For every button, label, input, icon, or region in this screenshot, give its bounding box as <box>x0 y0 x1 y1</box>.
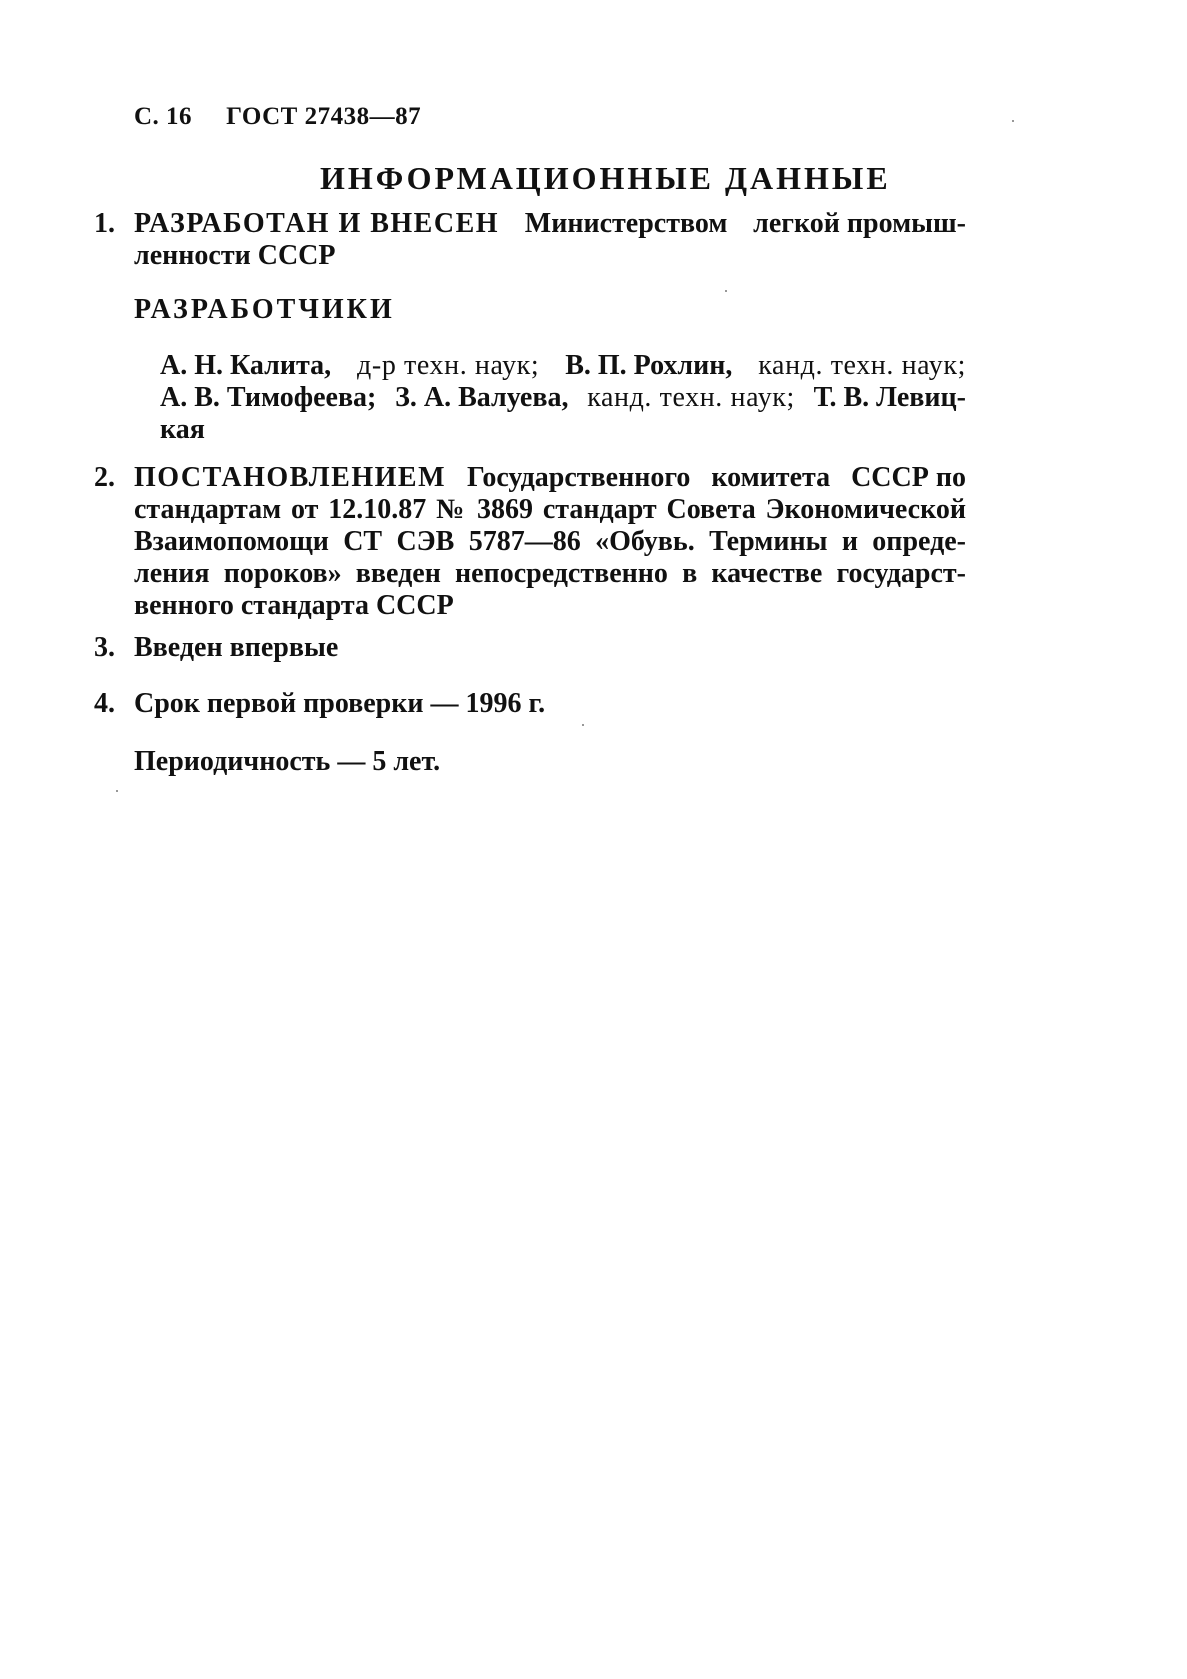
developer-role: д-р техн. наук; <box>357 350 540 381</box>
page-header <box>134 103 421 131</box>
developer-name: В. П. Рохлин, <box>565 350 733 381</box>
developer-name: З. А. Валуева, <box>395 382 569 413</box>
periodicity: Периодичность — 5 лет. <box>134 746 441 777</box>
item-1-line-1 <box>134 208 966 240</box>
item-2-text-b: комитета <box>711 462 831 493</box>
item-1-lead: РАЗРАБОТАН И ВНЕСЕН <box>134 208 500 239</box>
developer-role: канд. техн. наук; <box>758 350 966 381</box>
item-number: 4. <box>94 688 115 719</box>
scan-speck <box>1012 120 1014 122</box>
item-1-text-a: Министерством <box>524 208 728 239</box>
section-title: ИНФОРМАЦИОННЫЕ ДАННЫЕ <box>320 160 891 196</box>
developers-heading: РАЗРАБОТЧИКИ <box>134 294 395 325</box>
developer-name: А. В. Тимофеева; <box>160 382 377 413</box>
item-number: 2. <box>94 462 115 493</box>
item-number: 1. <box>94 208 115 239</box>
item-2-lead: ПОСТАНОВЛЕНИЕМ <box>134 462 446 493</box>
scan-speck <box>725 290 727 292</box>
item-4-text: Срок первой проверки — 1996 г. <box>134 688 546 719</box>
developer-name: А. Н. Калита, <box>160 350 332 381</box>
item-2-line-3: Взаимопомощи СТ СЭВ 5787—86 «Обувь. Термины и опреде- <box>134 526 966 557</box>
developer-role: канд. техн. наук; <box>587 382 795 413</box>
item-2-line-4: ления пороков» введен непосредственно в качестве государст- <box>134 558 966 589</box>
scan-speck <box>116 790 118 792</box>
item-2-text-c: СССР по <box>851 462 966 493</box>
developers-line-1 <box>160 350 966 382</box>
item-2 <box>94 462 966 632</box>
item-1-text-b: легкой промыш- <box>753 208 966 239</box>
item-2-text-a: Государственного <box>466 462 691 493</box>
item-2-line-5: венного стандарта СССР <box>134 590 454 621</box>
developer-name: Т. В. Левиц- <box>813 382 966 413</box>
item-2-line-1 <box>134 462 966 494</box>
scan-speck <box>582 724 584 726</box>
developers-line-3: кая <box>160 414 205 445</box>
developers-line-2 <box>160 382 966 414</box>
item-1-line-2: ленности СССР <box>134 240 336 271</box>
item-2-line-2: стандартам от 12.10.87 № 3869 стандарт Совета Экономической <box>134 494 966 525</box>
standard-code: ГОСТ 27438—87 <box>226 103 422 130</box>
item-3 <box>94 632 966 666</box>
page-number: С. 16 <box>134 103 193 130</box>
item-3-text: Введен впервые <box>134 632 339 663</box>
item-number: 3. <box>94 632 115 663</box>
developers-list <box>160 350 966 446</box>
item-4 <box>94 688 966 722</box>
